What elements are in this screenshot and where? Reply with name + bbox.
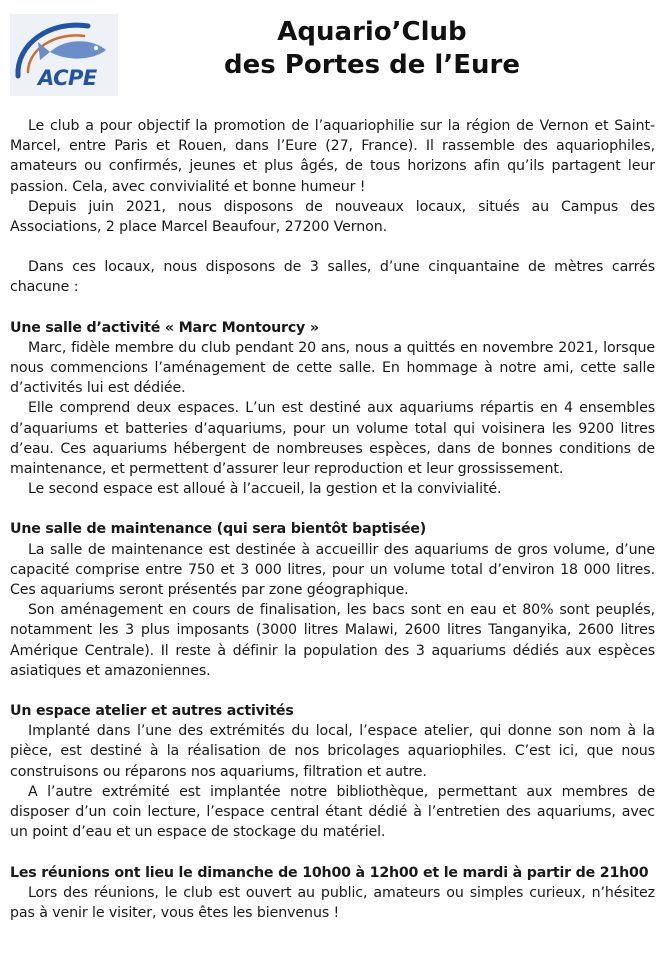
section-heading: Une salle de maintenance (qui sera bientôt baptisée): [10, 521, 427, 538]
logo-text: ACPE: [38, 66, 97, 90]
spacer: [10, 499, 655, 519]
section-paragraph: Elle comprend deux espaces. L’un est destiné aux aquariums répartis en 4 ensembles d’aquariums et batteries d’aquariums, pour un volume total qui voisinera les 9200 litres d’eau. Ces aquariums hébergent de nombreuses espèces, dans de bonnes conditions de maintenance, et permettent d’assurer leur reproduction et leur grossissement.: [10, 400, 655, 478]
club-logo: [10, 14, 118, 96]
title-line-1: Aquario’Club: [277, 17, 467, 47]
section-paragraph: Le second espace est alloué à l’accueil, la gestion et la convivialité.: [28, 481, 502, 498]
section-paragraph: La salle de maintenance est destinée à accueillir des aquariums de gros volume, d’une capacité comprise entre 750 et 3 000 litres, pour un volume total d’environ 18 000 litres. Ces aquariums seront présentés par zone géographique.: [10, 541, 655, 599]
spacer: [10, 681, 655, 701]
section-paragraph: Implanté dans l’une des extrémités du local, l’espace atelier, qui donne son nom à la pièce, est destiné à la réalisation de nos bricolages aquariophiles. C’est ici, que nous construisons ou réparons nos aquariums, filtration et autre.: [10, 723, 655, 780]
section-paragraph: A l’autre extrémité est implantée notre bibliothèque, permettant aux membres de disposer d’un coin lecture, l’espace central étant dédié à l’entretien des aquariums, avec un point d’eau et un espace de stockage du matériel.: [10, 783, 655, 841]
page-title: [150, 16, 594, 82]
intro-paragraph: Le club a pour objectif la promotion de l’aquariophilie sur la région de Vernon et Saint-Marcel, entre Paris et Rouen, dans l’Eure (27, France). Il rassemble des aquariophiles, amateurs ou confirmés, jeunes et plus âgés, de tous horizons afin qu’ils partagent leur passion. Cela, avec convivialité et bonne humeur !: [10, 118, 655, 195]
title-line-2: des Portes de l’Eure: [224, 50, 520, 80]
spacer: [10, 843, 655, 863]
article-body: [10, 116, 655, 923]
section-heading: Un espace atelier et autres activités: [10, 703, 294, 720]
spacer: [10, 298, 655, 318]
section-paragraph: Marc, fidèle membre du club pendant 20 ans, nous a quittés en novembre 2021, lorsque nous commencions l’aménagement de cette salle. En hommage à notre ami, cette salle d’activités lui est dédiée.: [10, 339, 655, 397]
spacer: [10, 237, 655, 257]
section-paragraph: Son aménagement en cours de finalisation, les bacs sont en eau et 80% sont peuplés, notamment les 3 plus imposants (3000 litres Malawi, 2600 litres Tanganyika, 2600 litres Amérique Centrale). Il reste à définir la population des 3 aquariums dédiés aux espèces asiatiques et amazoniennes.: [10, 602, 655, 679]
section-paragraph: Lors des réunions, le club est ouvert au public, amateurs ou simples curieux, n’hésitez pas à venir le visiter, vous êtes les bienvenus !: [10, 884, 655, 921]
intro-paragraph: Dans ces locaux, nous disposons de 3 salles, d’une cinquantaine de mètres carrés chacune :: [10, 259, 655, 296]
section-heading: Une salle d’activité « Marc Montourcy »: [10, 319, 319, 336]
intro-paragraph: Depuis juin 2021, nous disposons de nouveaux locaux, situés au Campus des Associations, 2 place Marcel Beaufour, 27200 Vernon.: [10, 198, 655, 236]
section-heading: Les réunions ont lieu le dimanche de 10h00 à 12h00 et le mardi à partir de 21h00: [10, 864, 649, 881]
